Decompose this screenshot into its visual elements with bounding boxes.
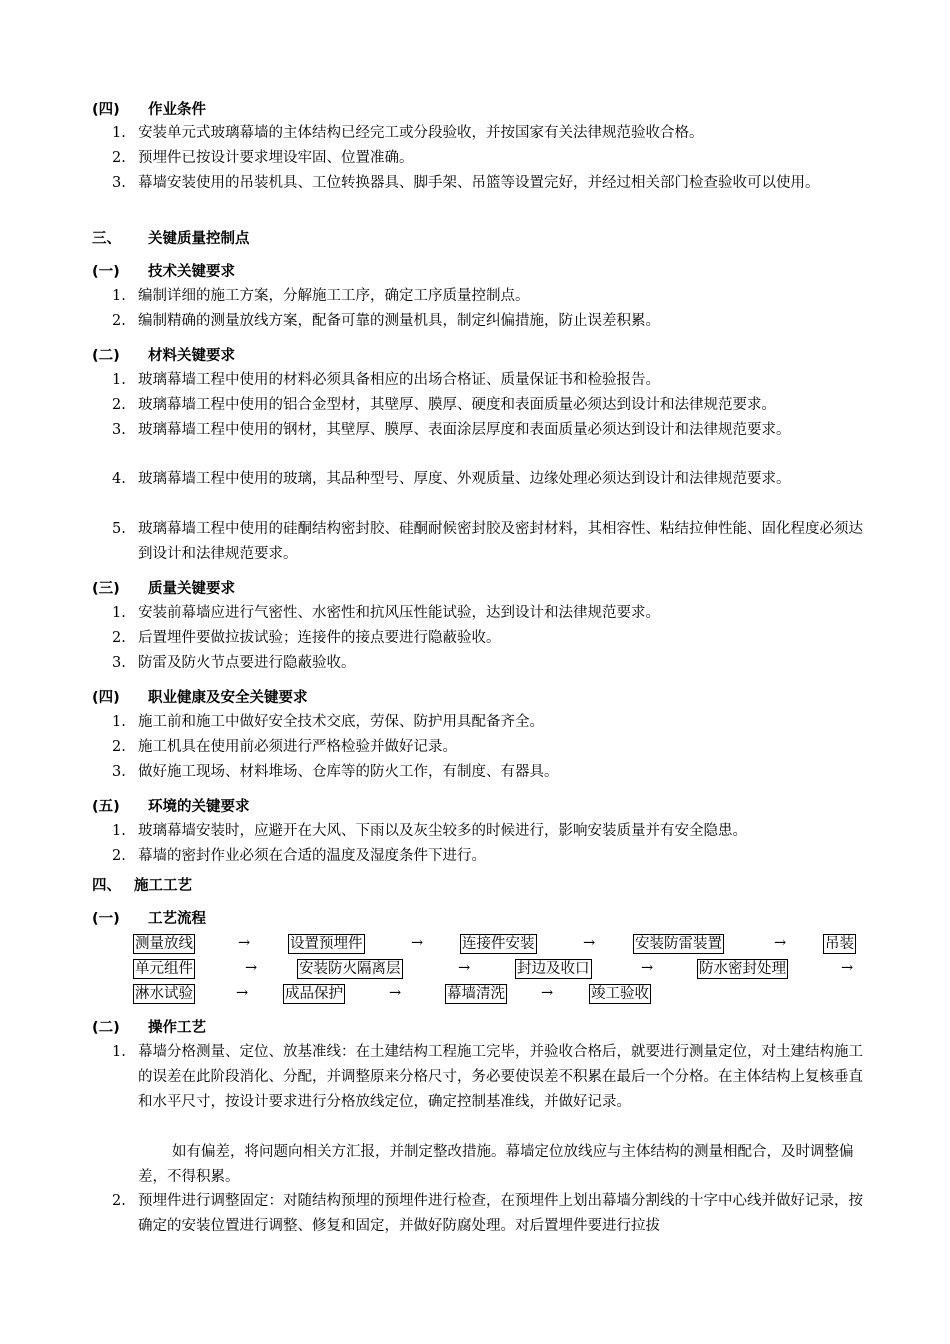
flow-arrow-icon: → [841,960,854,976]
flow-arrow-icon: → [411,935,424,951]
heading-title: 技术关键要求 [148,264,235,280]
flow-step: 吊装 [825,936,854,952]
heading-number: (一) [92,911,120,927]
flow-step: 淋水试验 [135,986,193,1002]
flow-arrow-icon: → [245,960,258,976]
flow-arrow-icon: → [583,935,596,951]
flow-step: 安装防雷装置 [635,936,722,952]
heading-number: 三、 [92,231,121,247]
list-item: 3. 防雷及防火节点要进行隐蔽验收。 [112,655,356,671]
heading-title: 操作工艺 [148,1020,206,1036]
list-item: 2. 编制精确的测量放线方案，配备可靠的测量机具，制定纠偏措施，防止误差积累。 [112,313,660,329]
heading-title: 施工工艺 [134,878,192,894]
list-item: 1. 安装单元式玻璃幕墙的主体结构已经完工或分段验收，并按国家有关法律规范验收合格。 [112,125,704,141]
flow-arrow-icon: → [236,985,249,1001]
flow-step: 连接件安装 [462,936,535,952]
list-item: 3. 幕墙安装使用的吊装机具、工位转换器具、脚手架、吊篮等设置完好，并经过相关部门检查验收可以使用。 [112,175,820,191]
heading-number: 四、 [92,878,121,894]
flow-step: 单元组件 [135,961,193,977]
heading-title: 质量关键要求 [148,581,235,597]
list-item: 2. 施工机具在使用前必须进行严格检验并做好记录。 [112,739,457,755]
heading-title: 作业条件 [148,102,206,118]
heading-number: (四) [92,102,120,118]
list-item: 4. 玻璃幕墙工程中使用的玻璃，其品种型号、厚度、外观质量、边缘处理必须达到设计和法律规范要求。 [112,471,791,487]
heading-number: (二) [92,348,120,364]
heading-number: (三) [92,581,120,597]
list-item: 1. 施工前和施工中做好安全技术交底，劳保、防护用具配备齐全。 [112,714,544,730]
flow-arrow-icon: → [774,935,787,951]
flow-step: 防水密封处理 [699,961,786,977]
list-item: 1. 编制详细的施工方案，分解施工工序，确定工序质量控制点。 [112,288,530,304]
list-item: 5. 玻璃幕墙工程中使用的硅酮结构密封胶、硅酮耐候密封胶及密封材料，其相容性、粘结拉伸性能、固化程度必须达到设计和法律规范要求。 [112,521,863,562]
heading-title: 材料关键要求 [148,348,235,364]
heading-number: (一) [92,264,120,280]
list-item: 1. 玻璃幕墙工程中使用的材料必须具备相应的出场合格证、质量保证书和检验报告。 [112,372,660,388]
list-item: 2. 预埋件进行调整固定：对随结构预埋的预埋件进行检查，在预埋件上划出幕墙分割线的十字中心线并做好记录，按确定的安装位置进行调整、修复和固定，并做好防腐处理。对后置埋件要进行拉拔 [112,1193,863,1234]
heading-title: 职业健康及安全关键要求 [148,690,308,706]
flow-arrow-icon: → [238,935,251,951]
list-item: 3. 做好施工现场、材料堆场、仓库等的防火工作，有制度、有器具。 [112,764,559,780]
flow-step: 幕墙清洗 [447,986,505,1002]
flow-arrow-icon: → [641,960,654,976]
list-item: 1. 玻璃幕墙安装时，应避开在大风、下雨以及灰尘较多的时候进行，影响安装质量并有安全隐患。 [112,823,747,839]
list-item: 3. 玻璃幕墙工程中使用的钢材，其壁厚、膜厚、表面涂层厚度和表面质量必须达到设计和法律规范要求。 [112,422,791,438]
list-item: 2. 幕墙的密封作业必须在合适的温度及湿度条件下进行。 [112,848,486,864]
list-item: 2. 玻璃幕墙工程中使用的铝合金型材，其壁厚、膜厚、硬度和表面质量必须达到设计和法律规范要求。 [112,397,776,413]
flow-step: 封边及收口 [517,961,590,977]
flow-step: 测量放线 [135,936,193,952]
heading-number: (二) [92,1020,120,1036]
flow-arrow-icon: → [541,985,554,1001]
flow-arrow-icon: → [389,985,402,1001]
list-item: 2. 后置埋件要做拉拔试验；连接件的接点要进行隐蔽验收。 [112,630,501,646]
list-item: 1. 安装前幕墙应进行气密性、水密性和抗风压性能试验，达到设计和法律规范要求。 [112,605,660,621]
paragraph: 如有偏差，将问题向相关方汇报，并制定整改措施。幕墙定位放线应与主体结构的测量相配合，及时调整偏差，不得积累。 [138,1144,854,1185]
flow-step: 安装防火隔离层 [299,961,401,977]
flow-step: 成品保护 [285,986,343,1002]
heading-title: 环境的关键要求 [148,799,250,815]
flow-step: 设置预埋件 [290,936,363,952]
flow-step: 竣工验收 [591,986,649,1002]
flow-arrow-icon: → [458,960,471,976]
list-item: 2. 预埋件已按设计要求埋设牢固、位置准确。 [112,150,414,166]
heading-number: (五) [92,799,120,815]
heading-number: (四) [92,690,120,706]
heading-title: 关键质量控制点 [148,231,250,247]
heading-title: 工艺流程 [148,911,206,927]
list-item: 1. 幕墙分格测量、定位、放基准线：在土建结构工程施工完毕，并验收合格后，就要进行测量定位，对土建结构施工的误差在此阶段消化、分配，并调整原来分格尺寸，务必要使误差不积累在最后一个分格。在主体结构上复核垂直和水平尺寸，按设计要求进行分格放线定位，确定控制基准线，并做好记录。 [112,1044,863,1110]
